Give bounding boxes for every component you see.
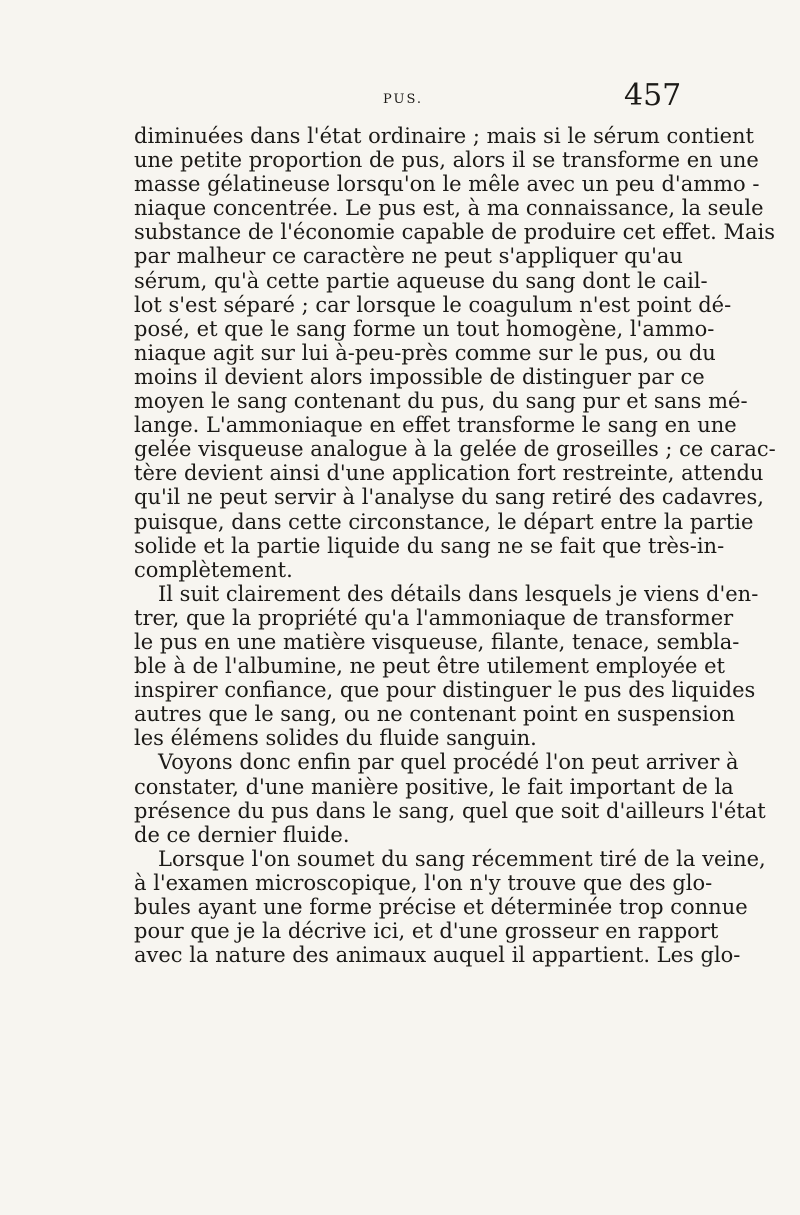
text-line: sérum, qu'à cette partie aqueuse du sang dont le cail- xyxy=(134,268,708,293)
text-line: substance de l'économie capable de produire cet effet. Mais xyxy=(134,220,776,245)
text-line: avec la nature des animaux auquel il appartient. Les glo- xyxy=(134,943,741,968)
text-line: masse gélatineuse lorsqu'on le mêle avec un peu d'ammo - xyxy=(134,172,760,197)
text-line: lot s'est séparé ; car lorsque le coagulum n'est point dé- xyxy=(134,292,732,317)
text-line: solide et la partie liquide du sang ne se fait que très-in- xyxy=(134,533,725,558)
text-line: le pus en une matière visqueuse, filante, tenace, sembla- xyxy=(134,629,740,654)
text-line: moins il devient alors impossible de distinguer par ce xyxy=(134,364,705,389)
text-line: gelée visqueuse analogue à la gelée de groseilles ; ce carac- xyxy=(134,437,776,462)
text-line: niaque concentrée. Le pus est, à ma connaissance, la seule xyxy=(134,196,764,221)
text-line: constater, d'une manière positive, le fait important de la xyxy=(134,774,734,799)
text-line: moyen le sang contenant du pus, du sang pur et sans mé- xyxy=(134,389,748,414)
text-line: lange. L'ammoniaque en effet transforme le sang en une xyxy=(134,413,737,438)
text-line: ble à de l'albumine, ne peut être utilement employée et xyxy=(134,654,725,679)
text-line: puisque, dans cette circonstance, le départ entre la partie xyxy=(134,509,754,534)
text-line: bules ayant une forme précise et déterminée trop connue xyxy=(134,895,748,919)
text-line: pour que je la décrive ici, et d'une grosseur en rapport xyxy=(134,919,719,944)
text-line: Lorsque l'on soumet du sang récemment tiré de la veine, xyxy=(158,846,766,871)
text-line: tère devient ainsi d'une application fort restreinte, attendu xyxy=(134,461,764,486)
text-line: à l'examen microscopique, l'on n'y trouve que des glo- xyxy=(134,870,713,895)
text-line: de ce dernier fluide. xyxy=(134,822,350,847)
body-text xyxy=(134,124,776,968)
text-line: les élémens solides du fluide sanguin. xyxy=(134,726,537,751)
text-line: présence du pus dans le sang, quel que soit d'ailleurs l'état xyxy=(134,798,766,823)
text-line: par malheur ce caractère ne peut s'appliquer qu'au xyxy=(134,244,683,269)
text-line: niaque agit sur lui à-peu-près comme sur le pus, ou du xyxy=(134,340,716,365)
text-line: complètement. xyxy=(134,557,293,582)
text-line: qu'il ne peut servir à l'analyse du sang retiré des cadavres, xyxy=(134,485,764,510)
text-line: autres que le sang, ou ne contenant point en suspension xyxy=(134,702,736,727)
text-line: diminuées dans l'état ordinaire ; mais si le sérum contient xyxy=(134,124,754,148)
page-number: 457 xyxy=(624,78,682,113)
text-line: une petite proportion de pus, alors il se transforme en une xyxy=(134,148,759,173)
running-head: PUS. xyxy=(383,92,424,107)
text-line: inspirer confiance, que pour distinguer le pus des liquides xyxy=(134,678,756,703)
text-line: Il suit clairement des détails dans lesquels je viens d'en- xyxy=(158,581,759,606)
text-line: posé, et que le sang forme un tout homogène, l'ammo- xyxy=(134,316,715,341)
text-line: Voyons donc enfin par quel procédé l'on peut arriver à xyxy=(158,750,739,775)
text-line: trer, que la propriété qu'a l'ammoniaque de transformer xyxy=(134,605,734,630)
